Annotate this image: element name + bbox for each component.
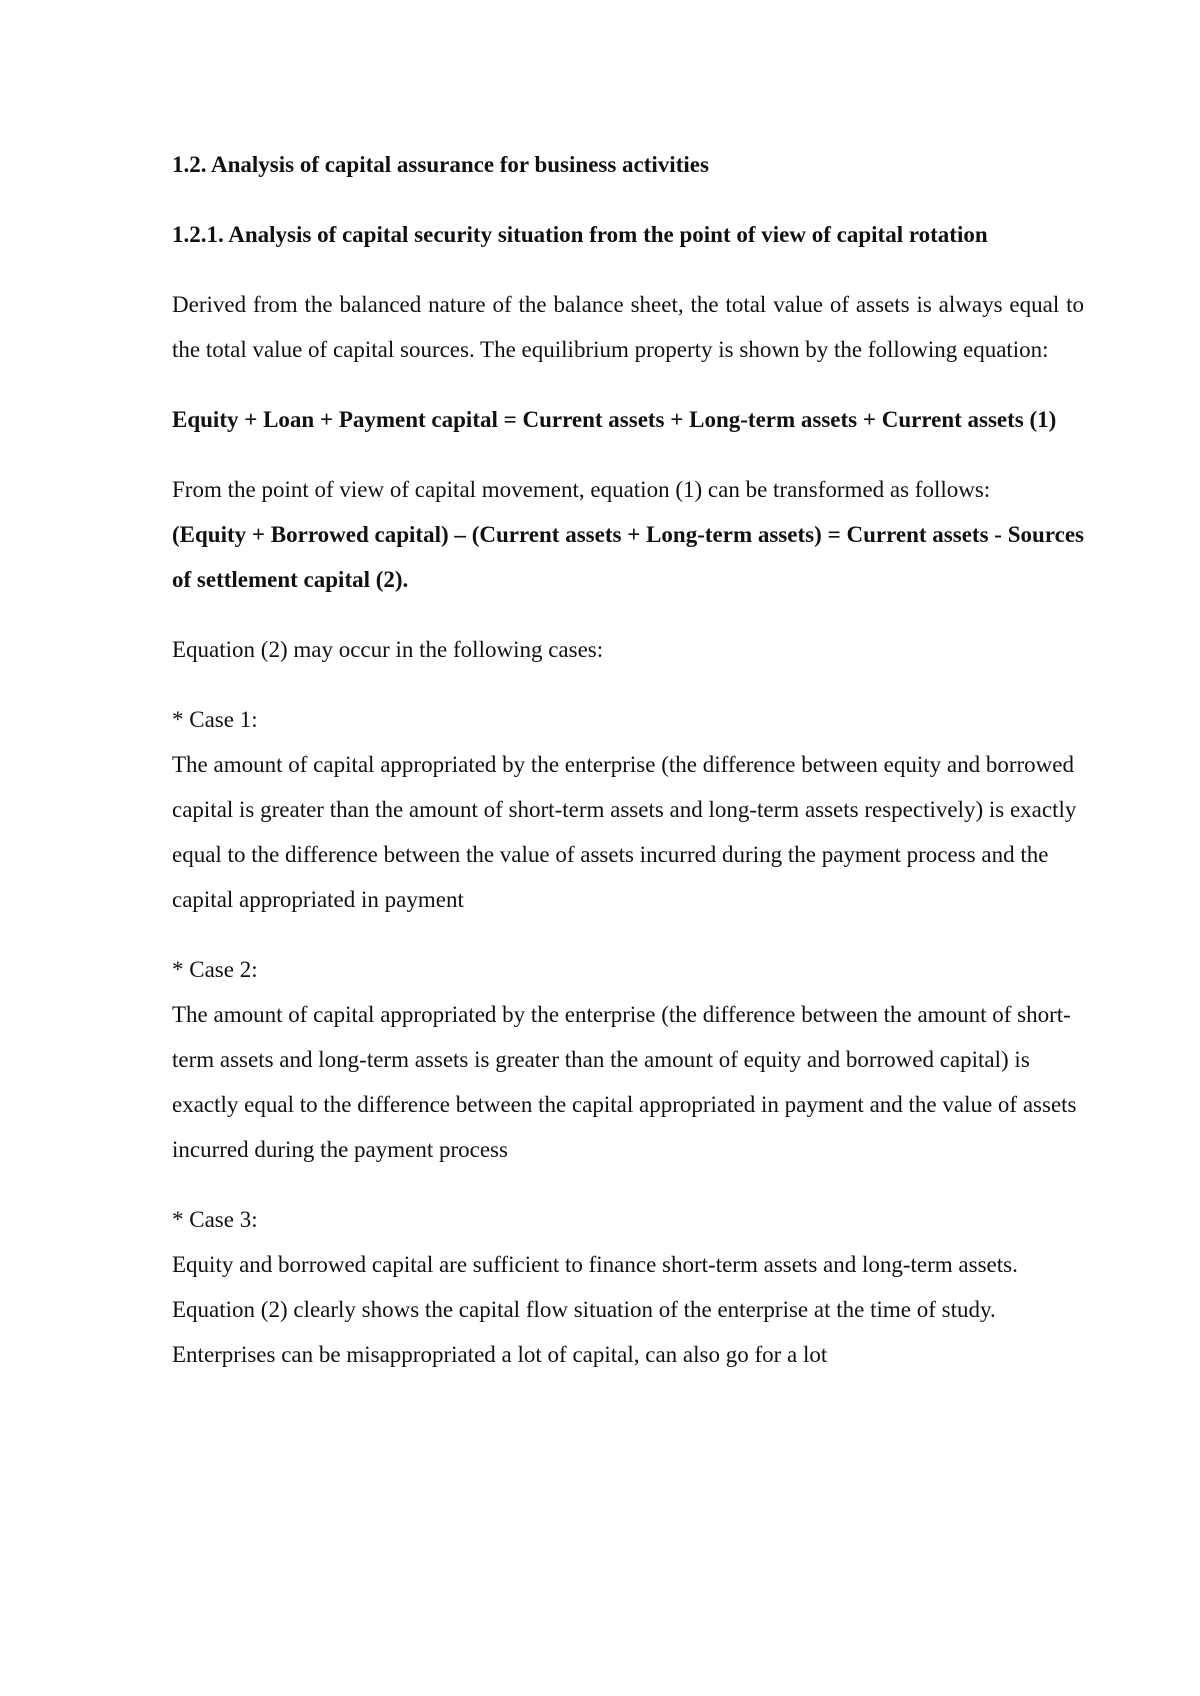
section-heading: 1.2. Analysis of capital assurance for business activities [172, 152, 709, 177]
case-label: * Case 1: [172, 707, 258, 732]
case-block [172, 1197, 1084, 1377]
case-text: The amount of capital appropriated by the enterprise (the difference between equity and borrowed capital is greater than the amount of short-term assets and long-term assets respectively) is exactly equal to the difference between the value of assets incurred during the payment process and the capital appropriated in payment [172, 752, 1077, 912]
subsection-heading: 1.2.1. Analysis of capital security situation from the point of view of capital rotation [172, 222, 988, 247]
cases-intro: Equation (2) may occur in the following cases: [172, 637, 604, 662]
transform-paragraph: From the point of view of capital movement, equation (1) can be transformed as follows: [172, 477, 991, 502]
equation-1: Equity + Loan + Payment capital = Current assets + Long-term assets + Current assets (1) [172, 407, 1057, 432]
case-text: Equity and borrowed capital are sufficient to finance short-term assets and long-term assets. Equation (2) clearly shows the capital flow situation of the enterprise at the time of study. Enterprises can be misappropriated a lot of capital, can also go for a lot [172, 1252, 1018, 1367]
document-body [172, 142, 1084, 1402]
equation-2: (Equity + Borrowed capital) – (Current assets + Long-term assets) = Current assets - Sources of settlement capital (2). [172, 522, 1084, 592]
intro-paragraph: Derived from the balanced nature of the balance sheet, the total value of assets is always equal to the total value of capital sources. The equilibrium property is shown by the following equation: [172, 292, 1084, 362]
case-label: * Case 2: [172, 957, 258, 982]
case-block [172, 697, 1084, 922]
case-label: * Case 3: [172, 1207, 258, 1232]
case-block [172, 947, 1084, 1172]
case-text: The amount of capital appropriated by the enterprise (the difference between the amount of short-term assets and long-term assets is greater than the amount of equity and borrowed capital) is exactly equal to the difference between the capital appropriated in payment and the value of assets incurred during the payment process [172, 1002, 1077, 1162]
